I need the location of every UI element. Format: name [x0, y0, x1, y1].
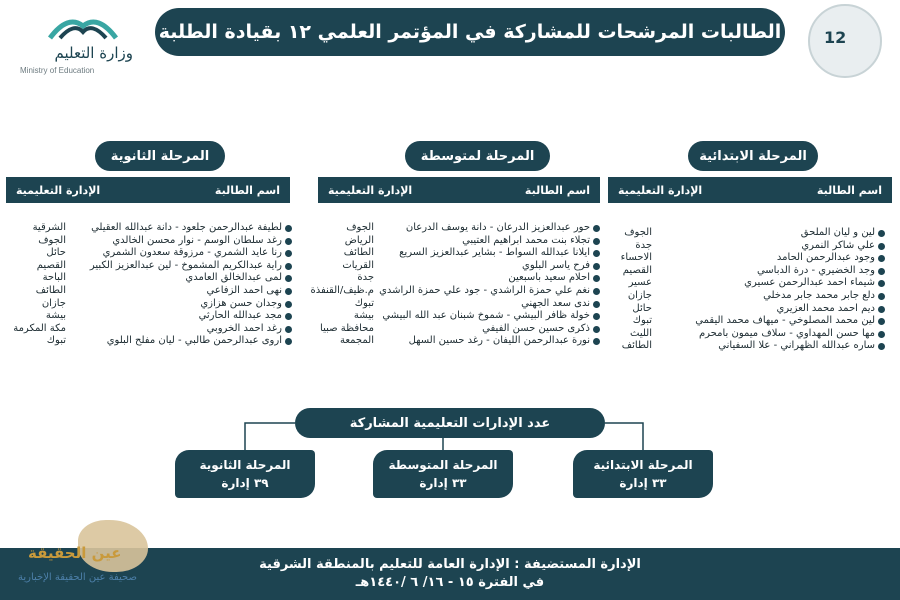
- list-item: دلع جابر محمد جابر مدخلي: [655, 290, 885, 303]
- region-item: بيشة: [353, 310, 374, 322]
- list-item: لطيفة عبدالرحمن جلعود - دانة عبدالله العقيلي: [70, 222, 292, 235]
- region-item: الليث: [630, 327, 652, 339]
- list-item: ندى سعد الجهني: [378, 298, 600, 311]
- host-admin-text: الإدارة المستضيفة : الإدارة العامة للتعليم بالمنطقة الشرقية: [259, 557, 641, 572]
- region-item: عسير: [628, 277, 652, 289]
- region-item: مكة المكرمة: [13, 322, 66, 334]
- region-item: الطائف: [35, 284, 66, 296]
- region-item: الرياض: [344, 234, 374, 246]
- connector-left: [245, 423, 295, 450]
- list-item: علي شاكر النمري: [655, 240, 885, 253]
- region-item: المجمعة: [339, 335, 374, 347]
- list-item: مجد عبدالله الحارثي: [70, 310, 292, 323]
- list-item: حور عبدالعزيز الدرعان - دانة يوسف الدرعان: [378, 222, 600, 235]
- list-item: لين و ليان الملحق: [655, 227, 885, 240]
- region-item: جدة: [635, 239, 652, 251]
- region-item: القصيم: [36, 259, 66, 271]
- count-stage: المرحلة الثانوية: [199, 458, 291, 472]
- list-item: رغد احمد الخروبي: [70, 323, 292, 336]
- count-stage: المرحلة الابتدائية: [593, 458, 693, 472]
- stage-label-text: المرحلة لمتوسطة: [420, 148, 535, 164]
- region-item: جازان: [41, 297, 66, 309]
- region-item: القصيم: [622, 264, 652, 276]
- list-item: نهى احمد الزفاعي: [70, 285, 292, 298]
- watermark: [10, 520, 190, 590]
- watermark-tagline: صحيفة عين الحقيقة الإخبارية: [18, 572, 137, 583]
- list-item: نورة عبدالرحمن الليفان - رغد حسين السهل: [378, 335, 600, 348]
- column-admin: الإدارة التعليمية: [618, 183, 703, 197]
- region-item: محافظة صبيا: [320, 322, 374, 334]
- region-item: بيشة: [45, 310, 66, 322]
- list-item: ايلانا عبدالله السواط - بشاير عبدالعزيز السريع: [378, 247, 600, 260]
- column-admin: الإدارة التعليمية: [328, 183, 413, 197]
- region-item: الاحساء: [620, 252, 652, 264]
- region-item: الباحة: [42, 272, 66, 284]
- conference-number: 12: [824, 28, 847, 47]
- region-item: الطائف: [343, 247, 374, 259]
- count-title-text: عدد الإدارات التعليمية المشاركة: [349, 415, 551, 431]
- count-box-primary: [573, 450, 713, 498]
- list-item: لمى عبدالخالق العامدي: [70, 272, 292, 285]
- participating-admins-title: [295, 408, 605, 438]
- list-item: ذكرى حسين حسن الفيفي: [378, 323, 600, 336]
- ministry-name-arabic: وزارة التعليم: [54, 44, 133, 62]
- list-item: رنا عايد الشمري - مرزوقة سعدون الشمري: [70, 247, 292, 260]
- list-item: وجدان حسن هزازي: [70, 298, 292, 311]
- list-item: رغد سلطان الوسم - نوار محسن الخالدي: [70, 235, 292, 248]
- region-item: تبوك: [46, 335, 66, 347]
- region-item: الشرقية: [32, 222, 66, 233]
- ministry-name-english: Ministry of Education: [20, 66, 95, 75]
- region-item: م.ظيف/القنفذة: [310, 284, 374, 296]
- list-item: ديم احمد محمد العزيري: [655, 303, 885, 316]
- list-item: وجود عبدالرحمن الحامد: [655, 252, 885, 265]
- count-value: ٣٩ إدارة: [221, 476, 269, 490]
- list-item: احلام سعيد باسبعين: [378, 272, 600, 285]
- list-item: اروى عبدالرحمن طالبي - ليان مفلح البلوي: [70, 335, 292, 348]
- list-item: خولة ظافر البيشي - شموخ شبنان عبد الله البيشي: [378, 310, 600, 323]
- region-item: جدة: [357, 272, 374, 284]
- region-item: تبوك: [632, 315, 652, 327]
- watermark-brand: عين الحقيقة: [28, 544, 122, 562]
- list-item: شيماء احمد عبدالرحمن عسيري: [655, 277, 885, 290]
- list-item: راية عبدالكريم المشموخ - لين عبدالعزيز الكبير: [70, 260, 292, 273]
- page-title: الطالبات المرشحات للمشاركة في المؤتمر العلمي ١٢ بقيادة الطلبة: [158, 21, 782, 43]
- region-item: القريات: [342, 259, 374, 271]
- count-box-intermediate: [373, 450, 513, 498]
- list-item: فرح ياسر البلوي: [378, 260, 600, 273]
- list-item: تجلاء بنت محمد ابراهيم العتيبي: [378, 235, 600, 248]
- region-item: تبوك: [354, 297, 374, 309]
- region-item: حائل: [46, 247, 66, 259]
- stage-label-text: المرحلة الابتدائية: [699, 148, 807, 164]
- region-item: الجوف: [624, 227, 652, 238]
- column-student: اسم الطالبة: [816, 183, 882, 197]
- count-value: ٣٣ إدارة: [619, 476, 667, 490]
- region-item: حائل: [632, 302, 652, 314]
- region-item: جازان: [627, 289, 652, 301]
- list-item: لين محمد المصلوخي - ميهاف محمد اليقمي: [655, 315, 885, 328]
- list-item: ساره عبدالله الظهراني - علا السفياني: [655, 340, 885, 353]
- count-value: ٣٣ إدارة: [419, 476, 467, 490]
- region-item: الجوف: [346, 222, 374, 233]
- count-stage: المرحلة المتوسطة: [388, 458, 498, 472]
- region-item: الجوف: [38, 234, 66, 246]
- list-item: مها حسن المهداوي - سلاف ميمون بامحرم: [655, 328, 885, 341]
- region-item: الطائف: [621, 340, 652, 352]
- column-student: اسم الطالبة: [214, 183, 280, 197]
- connector-right: [605, 423, 643, 450]
- date-range-text: في الفترة ١٥ - ١٦/ ٦ /١٤٤٠هـ: [355, 575, 545, 590]
- list-item: وجد الخضيري - درة الدباسي: [655, 265, 885, 278]
- column-admin: الإدارة التعليمية: [16, 183, 101, 197]
- column-student: اسم الطالبة: [524, 183, 590, 197]
- stage-label-text: المرحلة الثانوية: [110, 148, 210, 164]
- list-item: نغم علي حمزة الراشدي - جود علي حمزة الراشدي: [378, 285, 600, 298]
- count-box-secondary: [175, 450, 315, 498]
